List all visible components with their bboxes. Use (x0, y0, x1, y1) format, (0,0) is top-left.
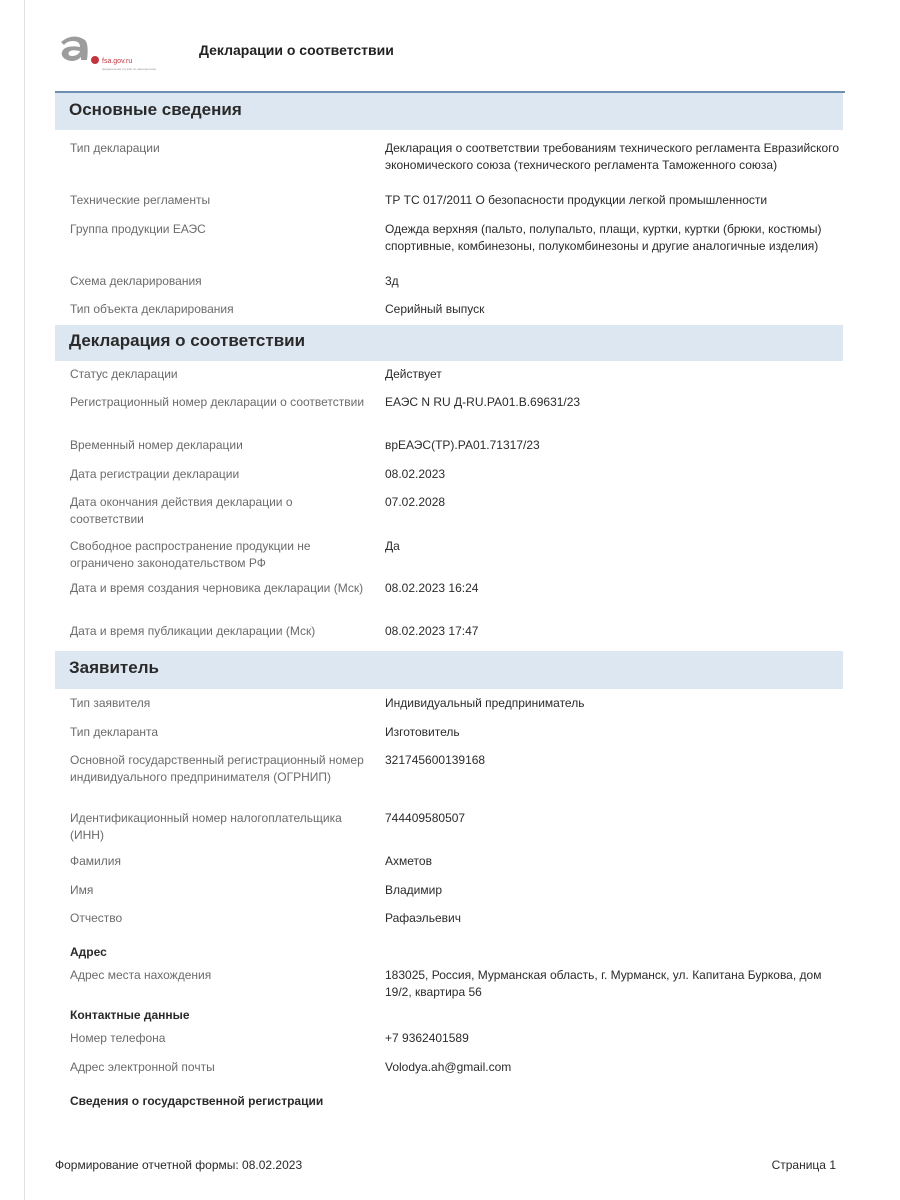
row-value: Декларация о соответствии требованиям технического регламента Евразийского экономического союза (технического регламента Таможенного союза) (385, 141, 840, 172)
section-applicant (55, 651, 843, 689)
document-title: Декларации о соответствии (199, 42, 394, 58)
row-value: 07.02.2028 (385, 495, 446, 509)
row-label: Схема декларирования (70, 274, 202, 288)
row-value: ЕАЭС N RU Д-RU.РА01.В.69631/23 (385, 395, 581, 409)
row-value: Индивидуальный предприниматель (385, 696, 585, 710)
row-value: ТР ТС 017/2011 О безопасности продукции легкой промышленности (385, 193, 768, 207)
row-value: 08.02.2023 17:47 (385, 624, 479, 638)
row-label: Тип декларанта (70, 725, 159, 739)
logo-subtitle: федеральная служба по аккредитации (102, 67, 157, 71)
page-edge (24, 0, 25, 1200)
row-value: Серийный выпуск (385, 302, 485, 316)
row-value: 08.02.2023 16:24 (385, 581, 479, 595)
row-label: Регистрационный номер декларации о соответствии (70, 395, 365, 409)
row-value: +7 9362401589 (385, 1031, 469, 1045)
row-label: Статус декларации (70, 367, 178, 381)
row-label: Дата регистрации декларации (70, 467, 240, 481)
footer-formed-date: Формирование отчетной формы: 08.02.2023 (55, 1158, 303, 1172)
row-label: Фамилия (70, 854, 121, 868)
section-basic-info (55, 93, 843, 130)
section-declaration (55, 325, 843, 361)
row-value: 183025, Россия, Мурманская область, г. Мурманск, ул. Капитана Буркова, дом 19/2, квартира 56 (385, 968, 822, 999)
row-label: Временный номер декларации (70, 438, 243, 452)
row-label: Технические регламенты (70, 193, 211, 207)
row-value: Владимир (385, 883, 443, 897)
row-label: Адрес места нахождения (70, 968, 212, 982)
row-label: Тип объекта декларирования (70, 302, 234, 316)
row-label: Группа продукции ЕАЭС (70, 222, 206, 236)
row-label: Свободное распространение продукции не ограничено законодательством РФ (70, 539, 311, 570)
row-value: Рафаэльевич (385, 911, 461, 925)
row-label: Дата окончания действия декларации о соответствии (70, 495, 293, 526)
section-title: Основные сведения (69, 100, 242, 119)
section-title: Декларация о соответствии (69, 331, 306, 350)
state-registration-heading: Сведения о государственной регистрации (70, 1094, 324, 1108)
section-title: Заявитель (69, 658, 159, 677)
row-value: 3д (385, 274, 399, 288)
footer-page-number: Страница 1 (771, 1158, 836, 1172)
row-value: Изготовитель (385, 725, 460, 739)
contacts-heading: Контактные данные (70, 1008, 190, 1022)
fsa-logo (55, 30, 170, 80)
row-value: 08.02.2023 (385, 467, 446, 481)
row-value: Ахметов (385, 854, 432, 868)
row-value: врЕАЭС(ТР).РА01.71317/23 (385, 438, 540, 452)
row-value: 744409580507 (385, 811, 466, 825)
logo-site-text: fsa.gov.ru (102, 58, 133, 65)
row-label: Адрес электронной почты (70, 1060, 215, 1074)
row-value: Volodya.ah@gmail.com (385, 1060, 512, 1074)
row-label: Идентификационный номер налогоплательщика (ИНН) (70, 811, 342, 842)
row-label: Тип декларации (70, 141, 160, 155)
document-header (55, 30, 845, 92)
row-label: Отчество (70, 911, 123, 925)
address-heading: Адрес (70, 945, 107, 959)
row-label: Тип заявителя (70, 696, 151, 710)
row-value: Одежда верхняя (пальто, полупальто, плащи, куртки, куртки (брюки, костюмы) спортивные, комбинезоны, полукомбинезоны и другие аналогичные изделия) (385, 222, 822, 253)
row-label: Дата и время создания черновика декларации (Мск) (70, 581, 364, 595)
fsa-logo-icon (55, 30, 103, 70)
row-value: Да (385, 539, 400, 553)
row-label: Дата и время публикации декларации (Мск) (70, 624, 316, 638)
row-label: Основной государственный регистрационный номер индивидуального предпринимателя (ОГРНИП) (70, 753, 364, 784)
row-label: Номер телефона (70, 1031, 166, 1045)
row-value: 321745600139168 (385, 753, 486, 767)
row-label: Имя (70, 883, 94, 897)
row-value: Действует (385, 367, 442, 381)
